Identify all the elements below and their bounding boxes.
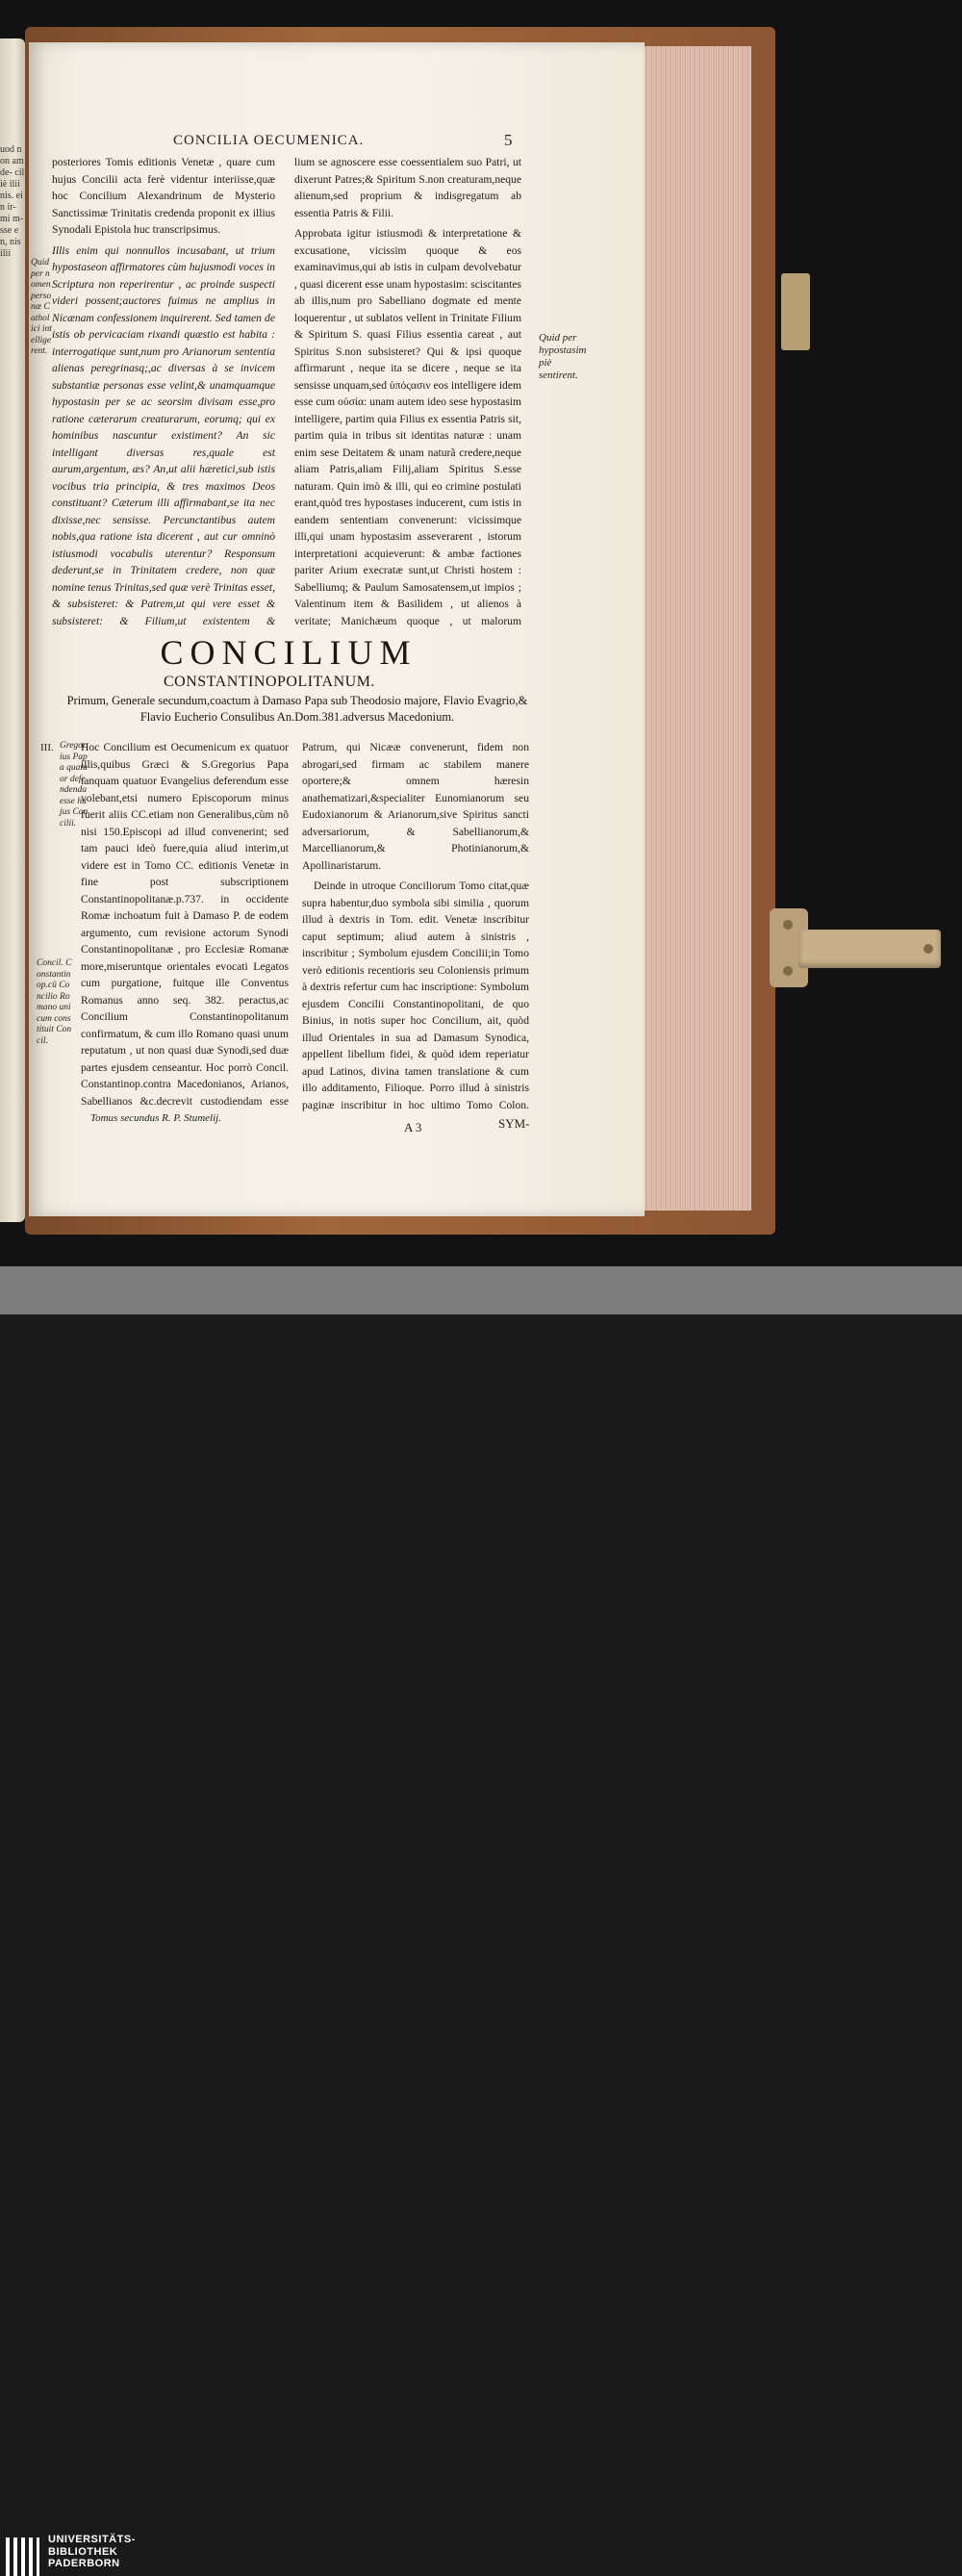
brass-clasp <box>770 908 941 987</box>
section-title: CONCILIUM <box>160 633 418 672</box>
margin-note-gregorius: Gregorius Papa quatuor defendenda esse hujus Concilii. <box>60 741 89 829</box>
paragraph: posteriores Tomis editionis Venetæ , quare cum hujus Concilii acta ferè videntur interiisse,quæ hoc Concilium Alexandrinum de Mysterio Sanctissimæ Trinitatis credenda proponit ex illius Synodali Epistola huc transcripsimus. <box>52 156 275 236</box>
footer-bar <box>0 1266 962 2569</box>
column-2-top <box>294 154 521 631</box>
margin-note-left: Quid per nomen personæ Catholici intelligerent. <box>31 258 52 356</box>
paragraph: Illis enim qui nonnullos incusabant, ut trium hypostaseon affirmatores cùm hujusmodi voces in Scriptura non reperirentur , ac proinde suspecti videri possent;auctores fuimus ne amplius in Nicænam confessionem inquirerent. Sed tamen de istis ob pervicaciam rixandi quæstio est habita : interrogatique sunt,num pro Arianorum sententia alienas peregrinasq;,ac diversas à se invicem substantiæ personas esse velint,& unamquamque hypostasin per se ac seorsim divisam esse,pro ratione cæterarum creaturarum, eorumq; qui ex hominibus nascuntur existiment? An sic intelligant diversas res,quale est aurum,argentum, æs? An,ut alii hæretici,sub istis vocibus tria principia, & tres maximos Deos constituant? Cæterum illi affirmabant,se ita nec dixisse,nec sensisse. Percunctantibus autem nobis,qua ratione ista dicerent , aut cur omninò istiusmodi vocabulis uterentur? Responsum dederunt,se in Trinitatem credere, non quæ nomine tenus Trinitas,sed quæ verè Trinitas esset, & subsisteret: & Patrem,ut qui vere esset & subsisteret: & Filium,ut existentem & <box>52 243 275 627</box>
paragraph: lium se agnoscere esse coessentialem suo Patri, ut dixerunt Patres;& Spiritum S.non creaturam,neque alienum,sed proprium & indisgregatum ab essentia Patris & Filii. <box>294 156 521 219</box>
tomus-line: Tomus secundus R. P. Stumelij. <box>90 1112 221 1124</box>
logo-line: BIBLIOTHEK <box>48 2545 118 2558</box>
catchword: SYM- <box>498 1116 530 1131</box>
margin-note-right: Quid per hypostasim piè sentirent. <box>539 332 587 381</box>
page-edges <box>643 46 751 1211</box>
column-1-top <box>52 154 275 631</box>
clasp-tab <box>781 273 810 350</box>
section-description: Primum, Generale secundum,coactum à Damaso Papa sub Theodosio majore, Flavio Evagrio,& Flavio Eucherio Consulibus An.Dom.381.adversus Macedonium. <box>66 694 528 724</box>
paragraph: Patrum, qui Nicææ convenerunt, fidem non abrogari,sed firmam ac stabilem manere oportere;& omnem hæresin anathematizari,&specialiter Eunomianorum seu Eudoxianorum & Arianorum,sive Spiritus sancti adversariorum, & Sabellianorum,& Marcellianorum,& Photinianorum,& Apollinaristarum. <box>302 741 529 872</box>
library-logo-text <box>48 2534 136 2570</box>
column-4 <box>302 739 529 1112</box>
paragraph: Approbata igitur istiusmodi & interpretatione & excusatione, vicissim quoque & eos examinavimus,qui ab istis in culpam devolvebatur , quasi dicerent esse unam hypostasim: sciscitantes ab illis,num pro Sabelliano dogmate ed mente loquerentur , ut sublatos vellent in Trinitate Filium & Spiritum S. quasi Filius essentia careat , aut Spiritus S.non subsisteret? Qui & ipsi quoque affirmarunt , neque ita se dicere , neque se ita sensisse unquam,sed ὑπόςασιν eos intelligere idem esse cum οὐσία: unam autem ideo sese hypostasim intelligere, partim quia Filius ex essentia Patris sit, partim quia in tribus sit identitas naturæ : unam enim sese Deitatem & unam naturã credere,neque aliam Patris,aliam Filij,aliam Spiritus S.esse naturam. Quin imò & illi, qui eo crimine postulati erant,quòd tres hypostases inducerent, cum istis in eandem sententiam convenerunt: vicissimque illi,qui unam hypostasim asseverarent , istorum interpretationi acquieverunt: & ambæ factiones pariter Arium execratæ sunt,ut Christi hostem : Sabelliumq; & Paulum Samosatensem,ut impios ; Valentinum item & Basilidem , ut alienos à veritate; Manichæum quoque , ut malorum <box>294 227 521 627</box>
column-3 <box>81 739 289 1109</box>
paragraph: Hoc Concilium est Oecumenicum ex quatuor illis,quibus Græci & S.Gregorius Papa tanquam quatuor Evangelius deferendum esse volebant,etsi numero Episcoporum minus fuerit aliis CC.etiam non Generalibus,cùm nõ nisi 150.Episcopi ad illud convenerint; sed tam pauci ideò fuere,quia aliud interim,ut videre est in Tomo CC. editionis Venetæ in fine post subscriptionem Constantinopolitanæ.p.737. in occidente Romæ inchoatum fuit à Damaso P. de eodem argumento, cum revisione actorum Synodi Constantinopolitanæ , pro Ecclesiæ Romanæ more,miseruntque orientales evocati Legatos cum purgatione, fuitque ille Conventus Romanus anno seq. 382. peractus,ac Concilium Constantinopolitanum confirmatum, & cum illo Romano quasi unum reputatum , ut non quasi duæ Synodi,sed duæ partes ejusdem censeantur. Hoc porrò Concil. Constantinop.contra Macedonianos, Arianos, Sabellianos &c.decrevit custodiendam esse <box>81 741 289 1108</box>
book-scan <box>0 0 962 1266</box>
margin-note-concil: Concil. Constantinop.cũ Concilio Romano unicum constituit Concil. <box>37 958 72 1046</box>
signature-mark: A 3 <box>404 1120 422 1135</box>
folio-number: 5 <box>504 131 513 149</box>
margin-number: III. <box>40 742 54 753</box>
left-page-fragment: uod non am de- ciliè ilii nis. ein ir- mi m- sse en, nis ilii <box>0 144 25 259</box>
section-subtitle: CONSTANTINOPOLITANUM. <box>164 674 375 690</box>
paragraph: Deinde in utroque Conciliorum Tomo citat,quæ supra habentur,duo symbola sibi similia , quorum illud à dextris in Tom. edit. Venetæ inscribitur caput septimum; aliud autem à sinistris , inscribitur ; Symbolum ejusdem Concilii;in Tomo verò editionis recentioris seu Coloniensis primum à dextris refertur cum hac inscriptione: Symbolum ejusdem Concilii Constantinopolitani, de quo Binius, in notis super hoc Concilium, ait, quòd illud Orientales in sua ad Damasum Synodica, appellent libellum fidei, & quòd idem reperiatur apud Latinos, divina tamen translatione & cum illo additamento, Filioque. Porro illud à sinistris paginæ inscribitur in hoc ultimo Tomo Colon. <box>302 880 529 1111</box>
running-head: CONCILIA OECUMENICA. <box>173 133 365 148</box>
logo-line: PADERBORN <box>48 2558 120 2569</box>
library-logo-icon <box>6 2538 40 2576</box>
logo-line: UNIVERSITÄTS- <box>48 2534 136 2545</box>
